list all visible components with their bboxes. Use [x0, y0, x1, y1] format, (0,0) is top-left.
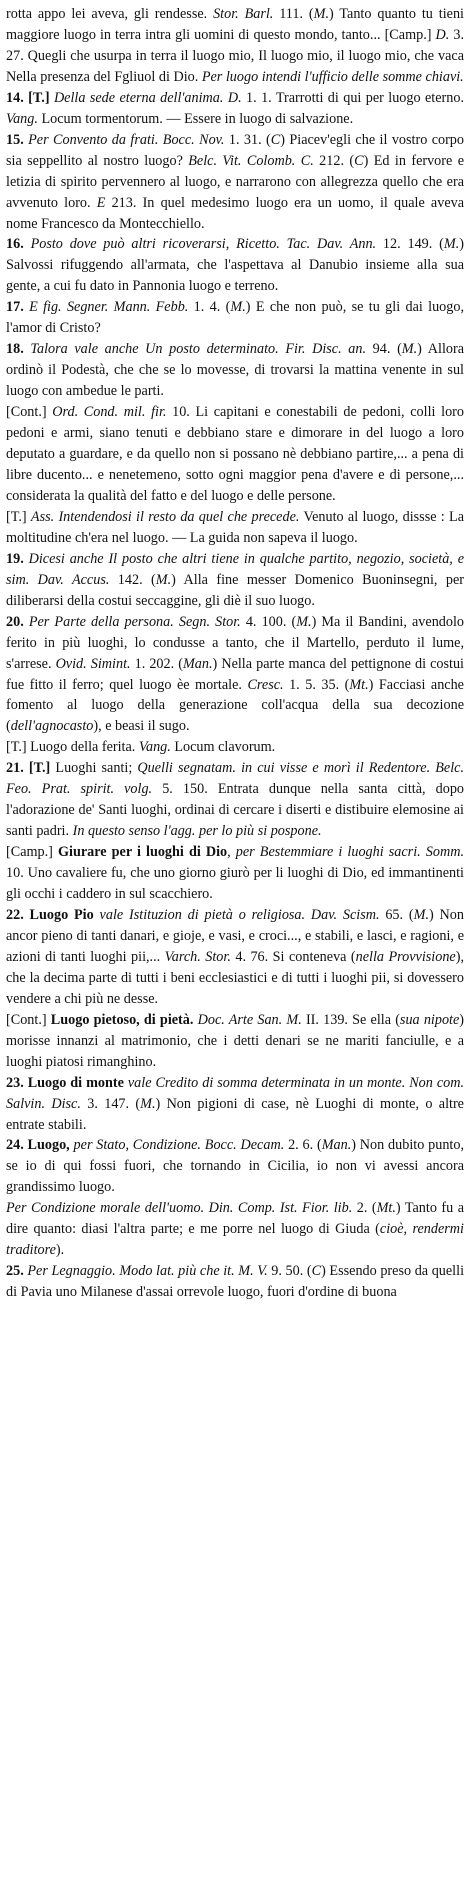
entry-text-run: 1. 1. Trarrotti di qui per luogo eterno. — [241, 89, 464, 106]
entry-text-run: ), che la decima parte di tutti i beni ecclesiastici e di tutti i luoghi pii, si dovessero vendere a chi più ne desse. — [6, 948, 465, 1007]
entry-text-run: ) Alla fine messer Domenico Buoninsegni, per diliberarsi della costui seccaggine, gli diè il suo luogo. — [6, 571, 464, 609]
dictionary-entry — [6, 1010, 464, 1073]
dictionary-entry — [6, 402, 464, 507]
entry-text-run: ) Non pigioni di case, nè Luoghi di monte, o altre entrate stabili. — [6, 1095, 464, 1133]
entry-text-run: Mt. — [349, 676, 369, 693]
entry-text-run: [T.] Luogo della ferita. — [6, 739, 139, 756]
entry-text-run: 17. — [6, 299, 30, 316]
entry-text-run: [Cont.] — [6, 404, 53, 421]
entry-text-run: ) Tanto fu a dire quanto: diasi l'altra parte; e me porre nel luogo di Giuda ( — [6, 1200, 465, 1238]
entry-text-run: ) Facciasi anche fomento al luogo della generazione coll'acqua della sua decozione ( — [6, 676, 464, 735]
entry-text-run: Posto dove può altri ricoverarsi, Ricetto. Tac. Dav. Ann. — [30, 236, 377, 253]
dictionary-entry — [6, 905, 464, 1010]
entry-text-run: M. — [230, 299, 246, 316]
dictionary-entry — [6, 842, 464, 905]
entry-text-run: Talora vale anche Un posto determinato. Fir. Disc. an. — [30, 341, 367, 358]
entry-text-run: rotta appo lei aveva, gli rendesse. — [6, 6, 214, 22]
entry-text-run: 65. ( — [379, 906, 414, 923]
entry-text-run: [T.] — [6, 508, 31, 525]
entry-text-run: 111. ( — [273, 6, 314, 22]
entry-text-run: 25. — [6, 1263, 28, 1280]
entry-text-run: E fig. Segner. Mann. Febb. — [29, 299, 189, 316]
entry-text-run: Locum tormentorum. — Essere in luogo di salvazione. — [37, 110, 354, 127]
entry-text-run: ) Salvossi rifuggendo all'armata, che l'aspettava al Danubio insieme alla sua gente, a cui fu dato in Pannonia luogo e terreno. — [6, 236, 464, 295]
entry-text-run: per Bestemmiare i luoghi sacri. Somm. — [235, 844, 465, 861]
entry-text-run: 12. 149. ( — [376, 236, 444, 253]
entry-text-run: Varch. Stor. — [164, 948, 231, 965]
entry-text-run: per Stato, Condizione. Bocc. Decam. — [73, 1137, 285, 1154]
entry-text-run: 19. — [6, 550, 29, 567]
entry-text-run: 5. 150. Entrata dunque nella santa città, dopo l'adorazione de' Santi luoghi, ordinai di cercare i diserti e distibuire elemosine ai santi padri. — [6, 781, 465, 840]
entry-text-run: [Cont.] — [6, 1011, 51, 1028]
entry-text-run: sua nipote — [399, 1011, 460, 1028]
entry-text-run: Man. — [182, 655, 213, 672]
entry-text-run: ) Ed in fervore e letizia di spirito pervennero al luogo, e narrarono con allegrezza quello che era avvenuto loro. — [6, 152, 464, 211]
entry-text-run: vale Istituzion di pietà o religiosa. Dav. Scism. — [99, 906, 380, 923]
dictionary-entry — [6, 1261, 464, 1303]
entry-text-run: 2. ( — [352, 1200, 377, 1217]
entry-text-run: Per Condizione morale dell'uomo. Din. Comp. Ist. Fior. lib. — [6, 1200, 353, 1217]
dictionary-entry — [6, 234, 464, 297]
entry-text-run: ) Non dubito punto, se io di qui fossi fuori, che tornando in Cicilia, io non vi avessi ancora grandissimo luogo. — [6, 1137, 464, 1196]
entry-text-run: Luogo pietoso, di pietà. — [50, 1011, 194, 1028]
entry-text-run: ) Nella parte manca del pettignone di costui fue fitto il ferro; quel luogo èe mortale. — [6, 655, 464, 693]
entry-text-run: ). — [55, 1242, 65, 1259]
entry-text-run: cioè, rendermi traditore — [6, 1221, 464, 1259]
entry-text-run: Man. — [321, 1137, 352, 1154]
entry-text-run: ) E che non può, se tu gli dai luogo, l'amor di Cristo? — [6, 299, 465, 337]
entry-text-run: 1. 4. ( — [188, 299, 231, 316]
dictionary-entry — [6, 1135, 464, 1198]
dictionary-entry — [6, 612, 464, 738]
entry-text-run: ) Essendo preso da quelli di Pavia uno Milanese d'assai orrevole luogo, fuori d'ordine di buona — [6, 1263, 465, 1301]
dictionary-entry — [6, 758, 464, 842]
entry-text-run: , — [227, 844, 236, 861]
entry-text-run: 1. 202. ( — [130, 655, 183, 672]
entry-text-run: M. — [140, 1095, 156, 1112]
dictionary-entry — [6, 1198, 464, 1261]
entry-text-run: [Camp.] — [6, 844, 58, 861]
entry-text-run: M. — [296, 613, 312, 630]
dictionary-entry — [6, 339, 464, 402]
entry-text-run: Locum clavorum. — [170, 739, 276, 756]
entry-text-run: Della sede eterna dell'anima. D. — [53, 89, 242, 106]
entry-text-run: M. — [401, 341, 418, 358]
entry-text-run: 20. — [6, 613, 29, 630]
dictionary-entry — [6, 297, 464, 339]
dictionary-entry — [6, 130, 464, 235]
entry-text-run: M. — [413, 906, 429, 923]
entry-text-run: Stor. Barl. — [213, 6, 274, 22]
dictionary-entry — [6, 549, 464, 612]
entry-text-run: E — [96, 194, 106, 211]
entry-text-run: Per Convento da frati. Bocc. Nov. — [28, 131, 225, 148]
entry-text-run: D. — [435, 26, 450, 43]
entry-text-run: Ovid. Simint. — [55, 655, 131, 672]
entry-text-run: Venuto al luogo, dissse : La moltitudine ch'era nel luogo. — La guida non sapeva il luogo. — [6, 508, 464, 546]
entry-text-run: 1. 5. 35. ( — [283, 676, 350, 693]
entry-text-run: 9. 50. ( — [267, 1263, 312, 1280]
entry-text-run: 4. 100. ( — [240, 613, 297, 630]
entry-text-run: 18. — [6, 341, 31, 358]
entry-text-run: dell'agnocasto — [10, 718, 94, 735]
entry-text-run: Dicesi anche Il posto che altri tiene in qualche partito, negozio, società, e sim. Dav. Accus. — [6, 550, 464, 588]
entry-text-run: Giurare per i luoghi di Dio — [57, 844, 228, 861]
entry-text-run: ) Ma il Bandini, avendolo ferito in più luoghi, lo condusse a tanto, che il Martello, perduto il lume, s'arrese. — [6, 613, 465, 672]
entry-text-run: 94. ( — [366, 341, 402, 358]
dictionary-entry — [6, 507, 464, 549]
entry-text-run: ) morisse innanzi al matrimonio, che i detti denari se ne mariti fanciulle, e a luoghi piatosi rimanghino. — [6, 1011, 465, 1070]
entry-text-run: ) Allora ordinò il Podestà, che che se lo movesse, di trovarsi la mattina venente in sul luogo con ambedue le parti. — [6, 341, 465, 400]
dictionary-entry — [6, 4, 464, 88]
entry-text-run: 10. Li capitani e conestabili de pedoni, colli loro pedoni e armi, siano tenuti e debbiano stare e dimorare in del luogo a loro deputato a guardare, e da quello non si possano nè debbiano partire,... a pena di libre ducento... e nenetemeno, sotto ogni maggior pena d'avere e di persone,... considerata la qualità del fatto e del luogo e delle persone. — [6, 404, 464, 504]
entry-text-run: M. — [443, 236, 460, 253]
dictionary-entry — [6, 88, 464, 130]
entry-text-run: ) Piacev'egli che il vostro corpo sia seppellito al nostro luogo? — [6, 131, 464, 169]
entry-text-run: 142. ( — [109, 571, 156, 588]
dictionary-entry — [6, 1073, 464, 1136]
entry-text-run: Cresc. — [247, 676, 284, 693]
entry-text-run: Per luogo intendi l'ufficio delle somme chiavi. — [201, 68, 464, 85]
entry-text-run: 212. ( — [313, 152, 355, 169]
entry-text-run: II. 139. Se ella ( — [301, 1011, 400, 1028]
entry-text-run: 22. Luogo Pio — [6, 906, 100, 923]
entry-text-run: vale Credito di somma determinata in un monte. Non com. Salvin. Disc. — [6, 1074, 464, 1112]
entry-text-run: 15. — [6, 131, 29, 148]
entry-text-run: In questo senso l'agg. per lo più si pospone. — [72, 823, 322, 840]
entry-text-run: C — [354, 152, 364, 169]
entry-text-run: C — [270, 131, 281, 148]
entry-text-run: Ass. Intendendosi il resto da quel che precede. — [30, 508, 300, 525]
entry-text-run: Per Legnaggio. Modo lat. più che it. M. V. — [27, 1263, 268, 1280]
entry-text-run: M. — [155, 571, 172, 588]
entry-text-run: Doc. Arte San. M. — [197, 1011, 302, 1028]
entry-text-run: 213. In quel medesimo luogo era un uomo, il quale aveva nome Francesco da Montecchiello. — [6, 194, 465, 232]
entry-text-run: 21. [T.] — [6, 760, 56, 777]
entry-text-run: Mt. — [376, 1200, 396, 1217]
entry-text-run: ) Tanto quanto tu tieni maggiore luogo in terra intra gli uomini di questo mondo, tanto... [Camp.] — [6, 6, 464, 43]
entry-text-run: C — [311, 1263, 322, 1280]
entry-text-run: Ord. Cond. mil. fir. — [52, 404, 167, 421]
entry-text-run: 23. Luogo di monte — [6, 1074, 128, 1091]
entry-text-run: 16. — [6, 236, 31, 253]
entry-text-run: 1. 31. ( — [224, 131, 271, 148]
entry-text-run: ), e beasi il sugo. — [93, 718, 190, 735]
entry-text-run: nella Provvisione — [355, 948, 456, 965]
entry-text-run: ) Non ancor pieno di tanti danari, e gioje, e vasi, e croci..., e stabili, e lasci, e ragioni, e azioni di tanti luoghi pii,... — [6, 906, 464, 965]
entry-text-run: 3. 147. ( — [80, 1095, 141, 1112]
entry-text-run: 4. 76. Si conteneva ( — [230, 948, 356, 965]
entry-text-run: Luoghi santi; — [55, 760, 138, 777]
dictionary-entry — [6, 737, 464, 758]
entry-text-run: 24. Luogo, — [6, 1137, 74, 1154]
entry-text-run: M. — [313, 6, 330, 22]
entry-text-run: Vang. — [138, 739, 171, 756]
entry-text-run: 2. 6. ( — [284, 1137, 322, 1154]
entry-text-run: 10. Uno cavaliere fu, che uno giorno giurò per li luoghi di Dio, ed immantinenti gli occhi i caddero in sul scacchiero. — [6, 865, 464, 903]
entry-text-run: Quelli segnatam. in cui visse e morì il Redentore. Belc. Feo. Prat. spirit. volg. — [6, 760, 464, 798]
entry-text-run: Belc. Vit. Colomb. C. — [188, 152, 314, 169]
entry-text-run: Vang. — [6, 110, 38, 127]
entry-text-run: 3. 27. Quegli che usurpa in terra il luogo mio, Il luogo mio, il luogo mio, che vaca Nella presenza del Fgliuol di Dio. — [6, 26, 464, 85]
entry-text-run: Per Parte della persona. Segn. Stor. — [28, 613, 241, 630]
entry-text-run: 14. [T.] — [6, 89, 54, 106]
